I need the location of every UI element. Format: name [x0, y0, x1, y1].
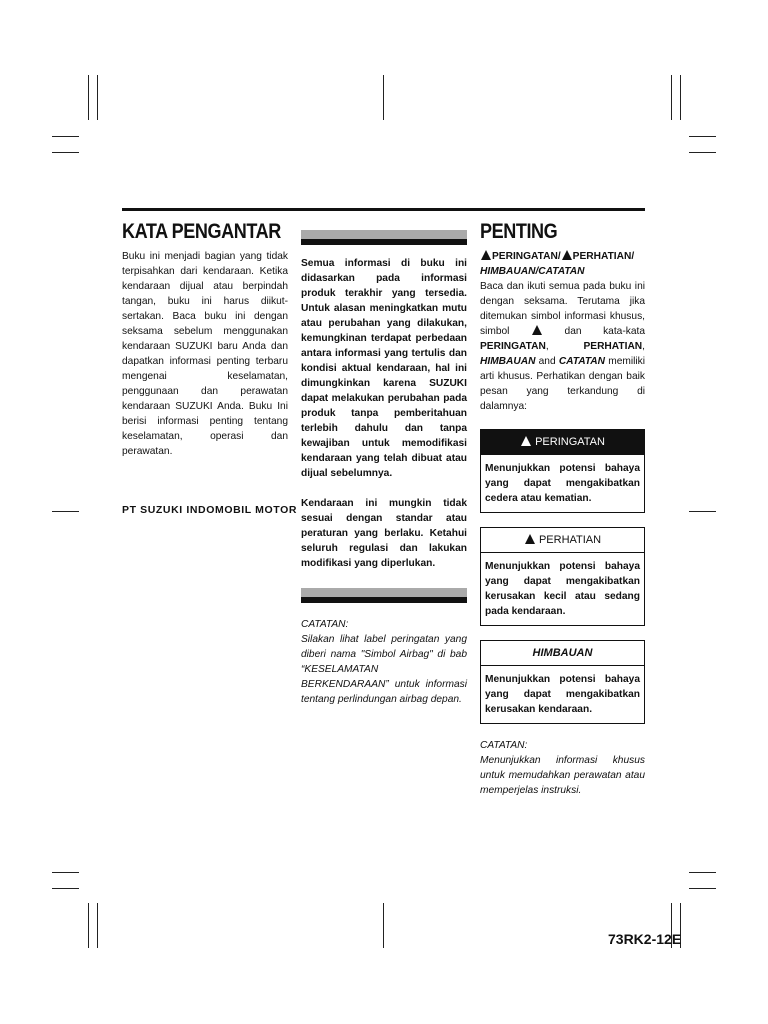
- section-title-kata-pengantar: KATA PENGANTAR: [122, 220, 281, 243]
- peringatan-box: [480, 429, 645, 513]
- column-left: [122, 220, 298, 518]
- perhatian-text: Menunjukkan potensi bahaya yang dapat mengakibatkan kerusakan kecil atau sedang pada kendaraan.: [485, 561, 640, 617]
- perhatian-header: PERHATIAN: [481, 528, 644, 553]
- regulation-paragraph: Kendaraan ini mungkin tidak sesuai dengan standar atau peraturan yang berlaku. Ketahui seluruh regulasi dan lakukan modifikasi yang diperlukan.: [301, 498, 467, 569]
- section-bar: [301, 230, 467, 246]
- penting-intro: Baca dan ikuti semua pada buku ini dengan seksama. Terutama jika ditemukan simbol informasi khusus, simbol dan kata-kata PERINGATAN, PERHATIAN, HIMBAUAN and CATATAN memiliki arti khusus. Perhatikan dengan baik pesan yang terkandung di dalamnya:: [480, 281, 645, 412]
- peringatan-text: Menunjukkan potensi bahaya yang dapat mengakibatkan cedera atau kematian.: [485, 463, 640, 504]
- note-label: CATATAN:: [301, 619, 349, 630]
- intro-paragraph: Buku ini menjadi bagian yang tidak terpisahkan dari kendaraan. Ketika kendaraan dijual atau berpindah tangan, buku ini harus diikut-sertakan. Baca buku ini dengan seksama sebelum menggunakan kendaraan SUZUKI baru Anda dan dapatkan informasi penting terbaru mengenai keselamatan, penggunaan dan perawatan kendaraan SUZUKI Anda. Buku Ini berisi informasi penting tentang keselamatan, operasi dan perawatan.: [122, 251, 288, 457]
- perhatian-box: [480, 527, 645, 626]
- warning-triangle-icon: [525, 534, 535, 544]
- warning-triangle-icon: [521, 436, 531, 446]
- section-bar-2: [301, 588, 467, 604]
- peringatan-header: PERINGATAN: [481, 430, 644, 455]
- note-text: Menunjukkan informasi khusus untuk memudahkan perawatan atau memperjelas instruksi.: [480, 755, 645, 796]
- column-right: [480, 220, 645, 798]
- warning-triangle-icon: [532, 325, 542, 335]
- warning-triangle-icon: [562, 250, 572, 260]
- page-number: 73RK2-12E: [608, 931, 682, 947]
- himbauan-header: HIMBAUAN: [481, 641, 644, 666]
- warning-triangle-icon: [481, 250, 491, 260]
- himbauan-box: [480, 640, 645, 724]
- note-label: CATATAN:: [480, 740, 528, 751]
- company-name: PT SUZUKI INDOMOBIL MOTOR: [122, 504, 298, 516]
- himbauan-text: Menunjukkan potensi bahaya yang dapat mengakibatkan kerusakan kendaraan.: [485, 674, 640, 715]
- section-title-penting: PENTING: [480, 220, 558, 243]
- disclaimer-paragraph: Semua informasi di buku ini didasarkan pada informasi produk terakhir yang tersedia. Untuk alasan meningkatkan mutu atau perubahan yang dilakukan, kemungkinan terdapat perbedaan antara informasi yang tertulis dan kondisi aktual kendaraan, hal ini dimungkinkan karena SUZUKI dapat melakukan perubahan pada produk tanpa pemberitahuan terlebih dahulu dan tanpa kewajiban untuk memodifikasi kendaraan yang telah dibuat atau dijual sebelumnya.: [301, 258, 467, 479]
- column-middle: [301, 224, 467, 707]
- signal-words-heading: PERINGATAN/ PERHATIAN/ HIMBAUAN/CATATAN: [480, 251, 635, 277]
- header-rule: [122, 208, 645, 211]
- note-text: Silakan lihat label peringatan yang diberi nama "Simbol Airbag" di bab “KESELAMATAN BERKENDARAAN” untuk informasi tentang perlindungan airbag depan.: [301, 634, 467, 705]
